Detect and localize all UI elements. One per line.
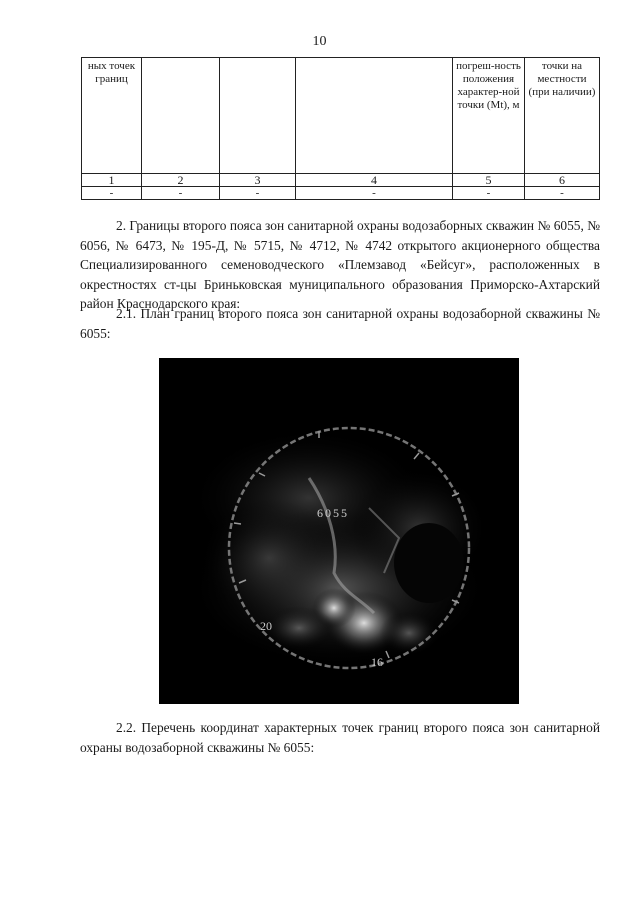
- point-label: 16: [371, 655, 383, 669]
- column-number: 6: [525, 174, 600, 187]
- table-cell: -: [453, 187, 525, 200]
- boundary-map-image: [159, 358, 519, 704]
- paragraph-2-1: 2.1. План границ второго пояса зон санитарной охраны водозаборной скважины № 6055:: [80, 306, 600, 341]
- table-row: [82, 174, 600, 187]
- table-header-row: [82, 58, 600, 174]
- point-label: 20: [260, 619, 272, 633]
- coordinates-table: [81, 57, 600, 200]
- column-number: 1: [82, 174, 142, 187]
- header-cell: точки на местности (при наличии): [525, 58, 600, 174]
- table-cell: -: [220, 187, 296, 200]
- header-cell: [220, 58, 296, 174]
- well-label: 6055: [317, 506, 349, 520]
- dark-field: [394, 523, 464, 603]
- bright-area: [379, 611, 439, 655]
- table-cell: -: [82, 187, 142, 200]
- map-svg: [159, 358, 519, 704]
- column-number: 4: [296, 174, 453, 187]
- paragraph-2-2: 2.2. Перечень координат характерных точек границ второго пояса зон санитарной охраны водозаборной скважины № 6055:: [80, 720, 600, 755]
- paragraph-2: 2. Границы второго пояса зон санитарной охраны водозаборных скважин № 6055, № 6056, № 6473, № 195-Д, № 5715, № 4712, № 4742 открытого акционерного общества Специализированного семеноводческого «Племзавод «Бейсуг», расположенных в окрестностях ст-цы Бриньковская муниципального образования Приморско-Ахтарский район Краснодарского края:: [80, 218, 600, 311]
- column-number: 5: [453, 174, 525, 187]
- header-cell: погреш-ность положения характер-ной точки (Mt), м: [453, 58, 525, 174]
- header-cell: [142, 58, 220, 174]
- table-cell: -: [525, 187, 600, 200]
- table-cell: -: [296, 187, 453, 200]
- header-cell: [296, 58, 453, 174]
- table-row: [82, 187, 600, 200]
- column-number: 2: [142, 174, 220, 187]
- column-number: 3: [220, 174, 296, 187]
- table-cell: -: [142, 187, 220, 200]
- terrain-patch: [264, 606, 334, 650]
- header-cell: ных точек границ: [82, 58, 142, 174]
- page-number: 10: [312, 34, 327, 49]
